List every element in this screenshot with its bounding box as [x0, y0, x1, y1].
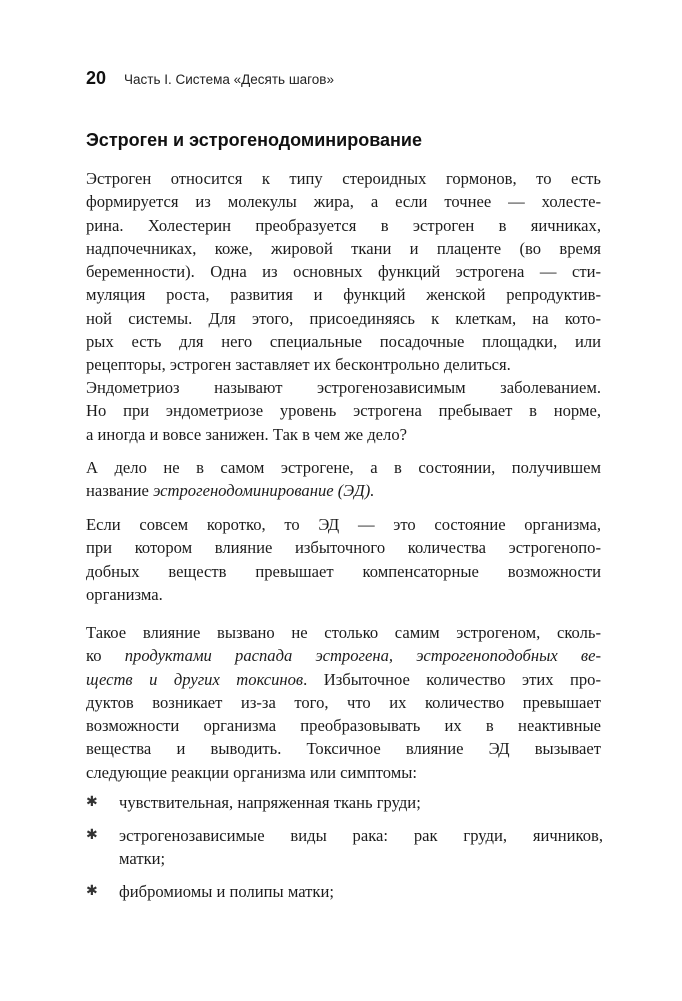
asterisk-bullet-icon: ✱ — [86, 883, 98, 899]
paragraph-endometriosis — [86, 376, 601, 446]
text-line: Эндометриоз называют эстрогенозависимым заболеванием. — [86, 378, 601, 397]
plain-text: . Избыточное количество этих про- — [303, 669, 601, 689]
text-line: организма. — [86, 584, 163, 604]
text-line: рецепторы, эстроген заставляет их бесконтрольно делиться. — [86, 355, 511, 375]
italic-term: эстрогенодоминирование (ЭД). — [153, 481, 375, 501]
text-line: формируется из молекулы жира, а если точнее — холесте- — [86, 192, 601, 212]
plain-text: название — [86, 481, 154, 501]
text-line: муляция роста, развития и функций женской репродуктив- — [86, 285, 601, 305]
asterisk-bullet-icon: ✱ — [86, 794, 98, 810]
text-line: дуктов возникает из-за того, что их количество превышает — [86, 692, 601, 712]
text-line — [86, 668, 601, 691]
plain-text: ко — [86, 646, 125, 666]
text-line: чувствительная, напряженная ткань груди; — [119, 793, 421, 812]
text-line: при котором влияние избыточного количества эстрогенопо- — [86, 538, 601, 558]
running-head — [86, 68, 606, 92]
text-line: возможности организма преобразовывать их в неактивные — [86, 716, 601, 736]
text-line: эстрогенозависимые виды рака: рак груди, яичников, — [119, 826, 603, 845]
text-line: а иногда и вовсе занижен. Так в чем же дело? — [86, 424, 407, 444]
text-line: матки; — [119, 849, 166, 869]
text-line — [86, 644, 601, 667]
text-line: Эстроген относится к типу стероидных гормонов, то есть — [86, 169, 601, 188]
text-line — [86, 479, 601, 502]
text-line: Такое влияние вызвано не столько самим эстрогеном, сколь- — [86, 623, 601, 642]
text-line: фибромиомы и полипы матки; — [119, 882, 334, 901]
text-line: вещества и выводить. Токсичное влияние ЭД вызывает — [86, 739, 601, 759]
asterisk-bullet-icon: ✱ — [86, 827, 98, 843]
text-line: ной системы. Для этого, присоединяясь к клеткам, на кото- — [86, 308, 601, 328]
italic-text: продуктами распада эстрогена, эстрогеноподобных ве- — [124, 646, 601, 666]
text-line: надпочечниках, коже, жировой ткани и плаценте (во время — [86, 238, 601, 258]
text-line: А дело не в самом эстрогене, а в состоянии, получившем — [86, 458, 601, 477]
running-title: Часть I. Система «Десять шагов» — [124, 72, 334, 87]
page-number: 20 — [86, 68, 107, 88]
paragraph-definition — [86, 513, 601, 606]
italic-text: ществ и других токсинов — [86, 669, 304, 689]
list-item-text — [119, 824, 603, 871]
section-heading: Эстроген и эстрогенодоминирование — [86, 130, 423, 150]
paragraph-dominance-term — [86, 456, 601, 503]
list-item-text — [119, 880, 603, 903]
text-line: рина. Холестерин преобразуется в эстроген в яичниках, — [86, 215, 601, 235]
paragraph-estrogen-intro — [86, 167, 601, 377]
text-line: Но при эндометриозе уровень эстрогена пребывает в норме, — [86, 401, 601, 421]
text-line: рых есть для него специальные посадочные площадки, или — [86, 332, 601, 352]
text-line: следующие реакции организма или симптомы: — [86, 762, 418, 782]
paragraph-toxic-influence — [86, 621, 601, 784]
text-line: беременности). Одна из основных функций эстрогена — сти- — [86, 262, 601, 282]
list-item-text — [119, 791, 603, 814]
text-line: Если совсем коротко, то ЭД — это состояние организма, — [86, 515, 601, 534]
text-line: добных веществ превышает компенсаторные возможности — [86, 561, 601, 581]
